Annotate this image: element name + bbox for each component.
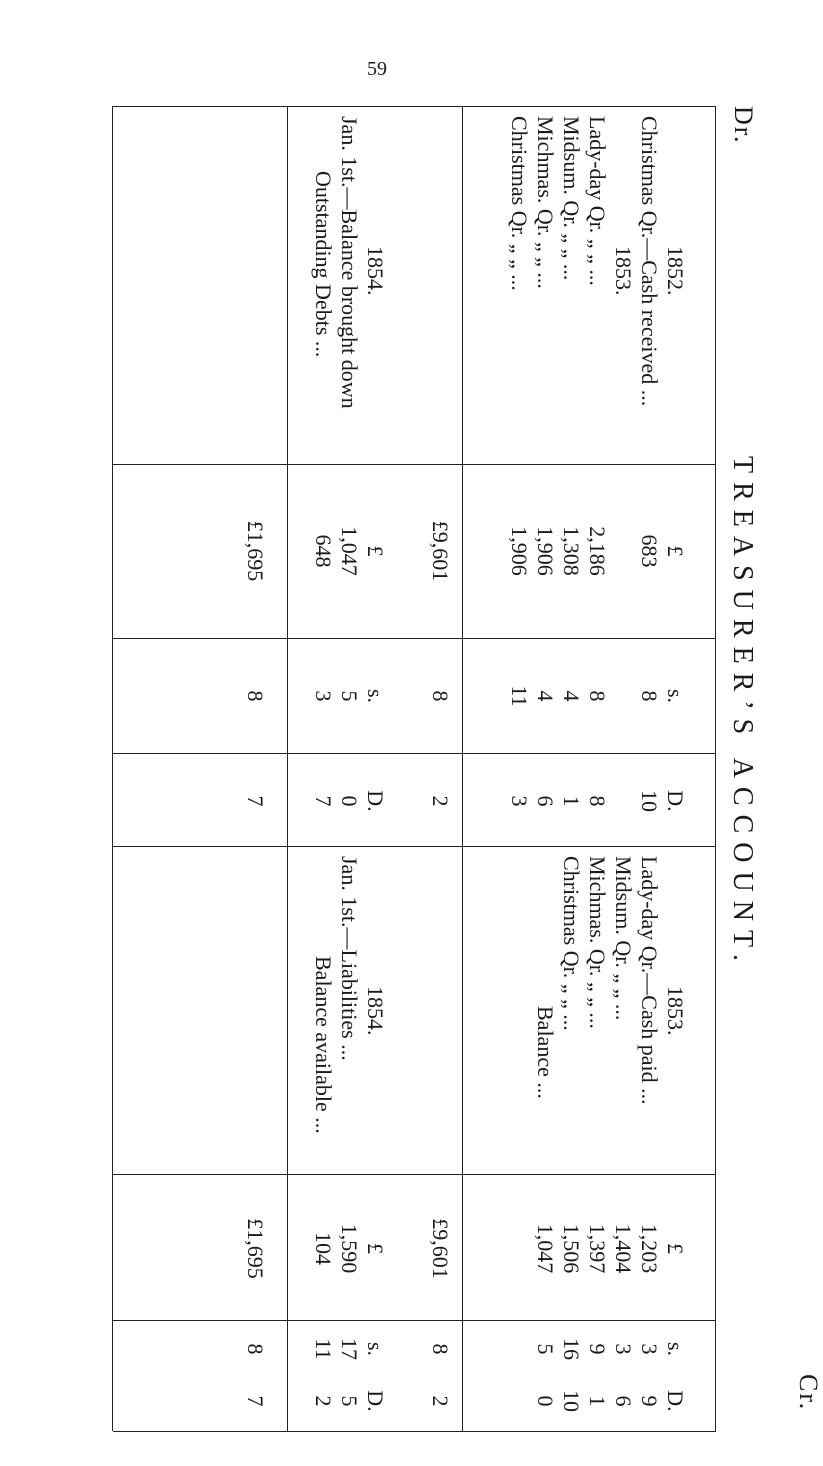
credit-carry-pounds: £ 1,590 104 — [311, 1223, 388, 1274]
debit-line: 1852. Christmas Qr.—Cash received ... 1853. Lady-day Qr. „ „ ... Midsum. Qr. „ „ ... Michmas. Qr. „ „ ... Christmas Qr. „ „ ... — [507, 116, 688, 407]
credit-grand-total-shillings: 8 — [243, 1343, 268, 1355]
debit-shillings-column: s. 8 8 4 4 11 — [507, 685, 688, 707]
debit-total-pounds: £9,601 — [428, 520, 453, 582]
bottom-rule — [112, 106, 113, 1431]
credit-heading: Cr. — [794, 1374, 823, 1412]
left-border — [113, 106, 716, 107]
amount-divider — [113, 1174, 716, 1175]
debit-carry-lines: 1854. Jan. 1st.—Balance brought down Outstanding Debts ... — [311, 116, 388, 409]
lower-rule — [287, 106, 288, 1431]
debit-grand-total-shillings: 8 — [243, 690, 268, 702]
right-border — [113, 1431, 716, 1432]
credit-total-shillings: 8 — [428, 1343, 453, 1355]
debit-grand-total-pence: 7 — [243, 795, 268, 807]
debit-pounds-column: £ 683 2,186 1,308 1,906 1,906 — [507, 526, 688, 576]
col-divider — [113, 638, 716, 639]
header-rule — [715, 106, 716, 1431]
debit-carry-pence: D. 0 7 — [311, 790, 388, 812]
debit-carry-pounds: £ 1,047 648 — [311, 526, 388, 576]
treasurers-account-ledger — [113, 106, 823, 1431]
debit-grand-total-pounds: £1,695 — [243, 520, 268, 582]
page-number: 59 — [367, 58, 387, 80]
debit-total-pence: 2 — [428, 795, 453, 807]
credit-carry-pence: D. 5 2 — [311, 1390, 388, 1412]
credit-pence-column: D. 9 6 1 10 0 — [533, 1390, 688, 1412]
credit-shillings-column: s. 3 3 9 16 5 — [533, 1338, 688, 1360]
credit-carry-lines: 1854. Jan. 1st.—Liabilities ... Balance available ... — [311, 856, 388, 1134]
debit-pence-column: D. 10 8 1 6 3 — [507, 790, 688, 812]
credit-line: 1853. Lady-day Qr.—Cash paid ... Midsum. Qr. „ „ ... Michmas. Qr. „ „ ... Christmas Qr. „ „ ... Balance ... — [533, 856, 688, 1105]
credit-pounds-column: £ 1,203 1,404 1,397 1,506 1,047 — [533, 1223, 688, 1274]
account-title: TREASURER’S ACCOUNT. — [727, 456, 758, 970]
credit-carry-shillings: s. 17 11 — [311, 1338, 388, 1360]
col-divider — [113, 1320, 716, 1321]
debit-heading: Dr. — [729, 106, 758, 145]
debit-total-shillings: 8 — [428, 690, 453, 702]
debit-carry-shillings: s. 5 3 — [311, 688, 388, 704]
credit-total-pence: 2 — [428, 1395, 453, 1407]
credit-grand-total-pounds: £1,695 — [243, 1218, 268, 1279]
credit-grand-total-pence: 7 — [243, 1395, 268, 1407]
mid-rule — [462, 106, 463, 1431]
col-divider — [113, 753, 716, 754]
credit-total-pounds: £9,601 — [428, 1218, 453, 1279]
section-divider — [113, 846, 716, 847]
amount-divider — [113, 464, 716, 465]
